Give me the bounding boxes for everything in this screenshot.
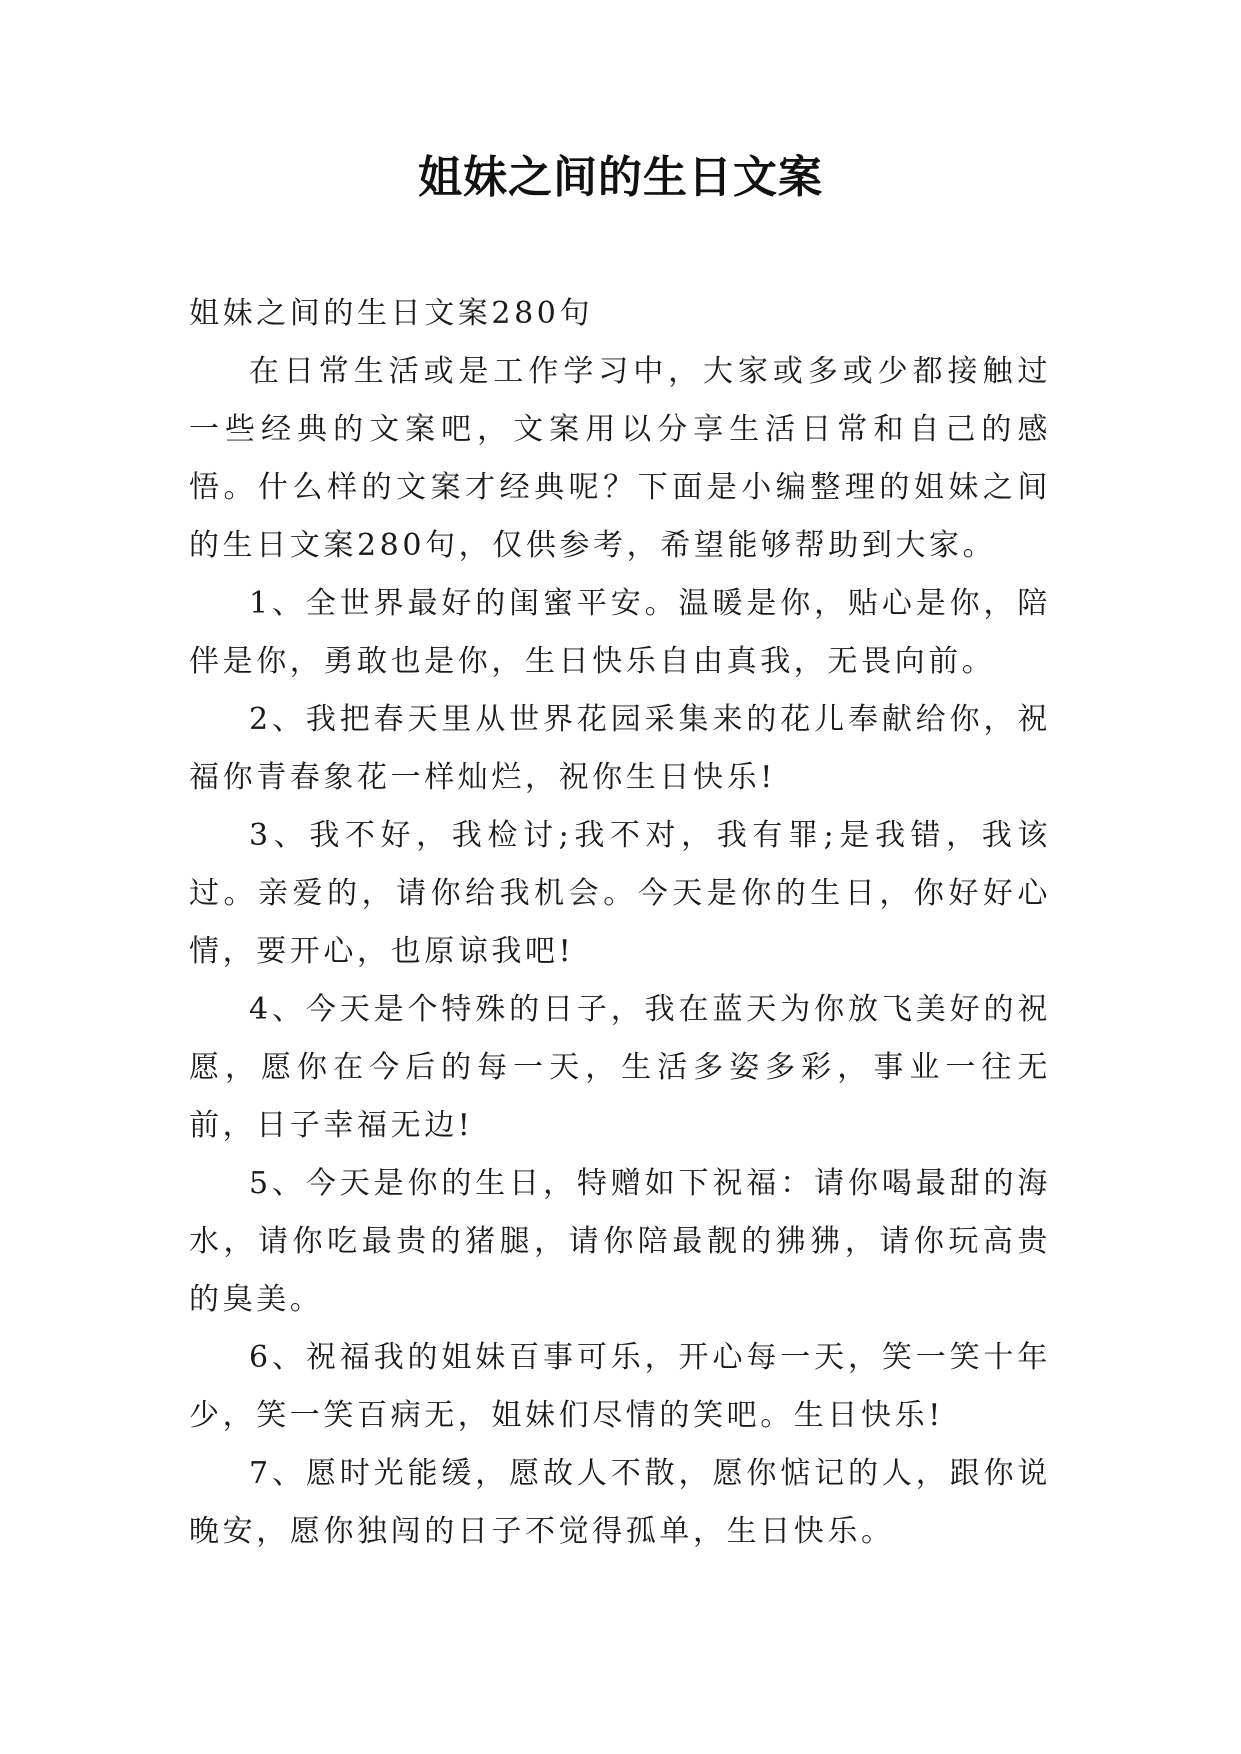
list-item: 6、祝福我的姐妹百事可乐，开心每一天，笑一笑十年少，笑一笑百病无，姐妹们尽情的笑吧。生日快乐! [189,1340,1051,1433]
list-item: 5、今天是你的生日，特赠如下祝福：请你喝最甜的海水，请你吃最贵的猪腿，请你陪最靓的狒狒，请你玩高贵的臭美。 [189,1166,1051,1317]
document-body [189,285,1051,1561]
list-item: 7、愿时光能缓，愿故人不散，愿你惦记的人，跟你说晚安，愿你独闯的日子不觉得孤单，生日快乐。 [189,1456,1051,1549]
document-subtitle: 姐妹之间的生日文案280句 [189,296,594,331]
document-title: 姐妹之间的生日文案 [418,152,823,203]
list-item: 4、今天是个特殊的日子，我在蓝天为你放飞美好的祝愿，愿你在今后的每一天，生活多姿多彩，事业一往无前，日子幸福无边! [189,992,1051,1143]
list-item: 2、我把春天里从世界花园采集来的花儿奉献给你，祝福你青春象花一样灿烂，祝你生日快乐! [189,702,1051,795]
list-item: 1、全世界最好的闺蜜平安。温暖是你，贴心是你，陪伴是你，勇敢也是你，生日快乐自由真我，无畏向前。 [189,586,1051,679]
list-item: 3、我不好，我检讨;我不对，我有罪;是我错，我该过。亲爱的，请你给我机会。今天是你的生日，你好好心情，要开心，也原谅我吧! [189,818,1051,969]
intro-paragraph: 在日常生活或是工作学习中，大家或多或少都接触过一些经典的文案吧，文案用以分享生活日常和自己的感悟。什么样的文案才经典呢？下面是小编整理的姐妹之间的生日文案280句，仅供参考，希望能够帮助到大家。 [189,354,1051,563]
